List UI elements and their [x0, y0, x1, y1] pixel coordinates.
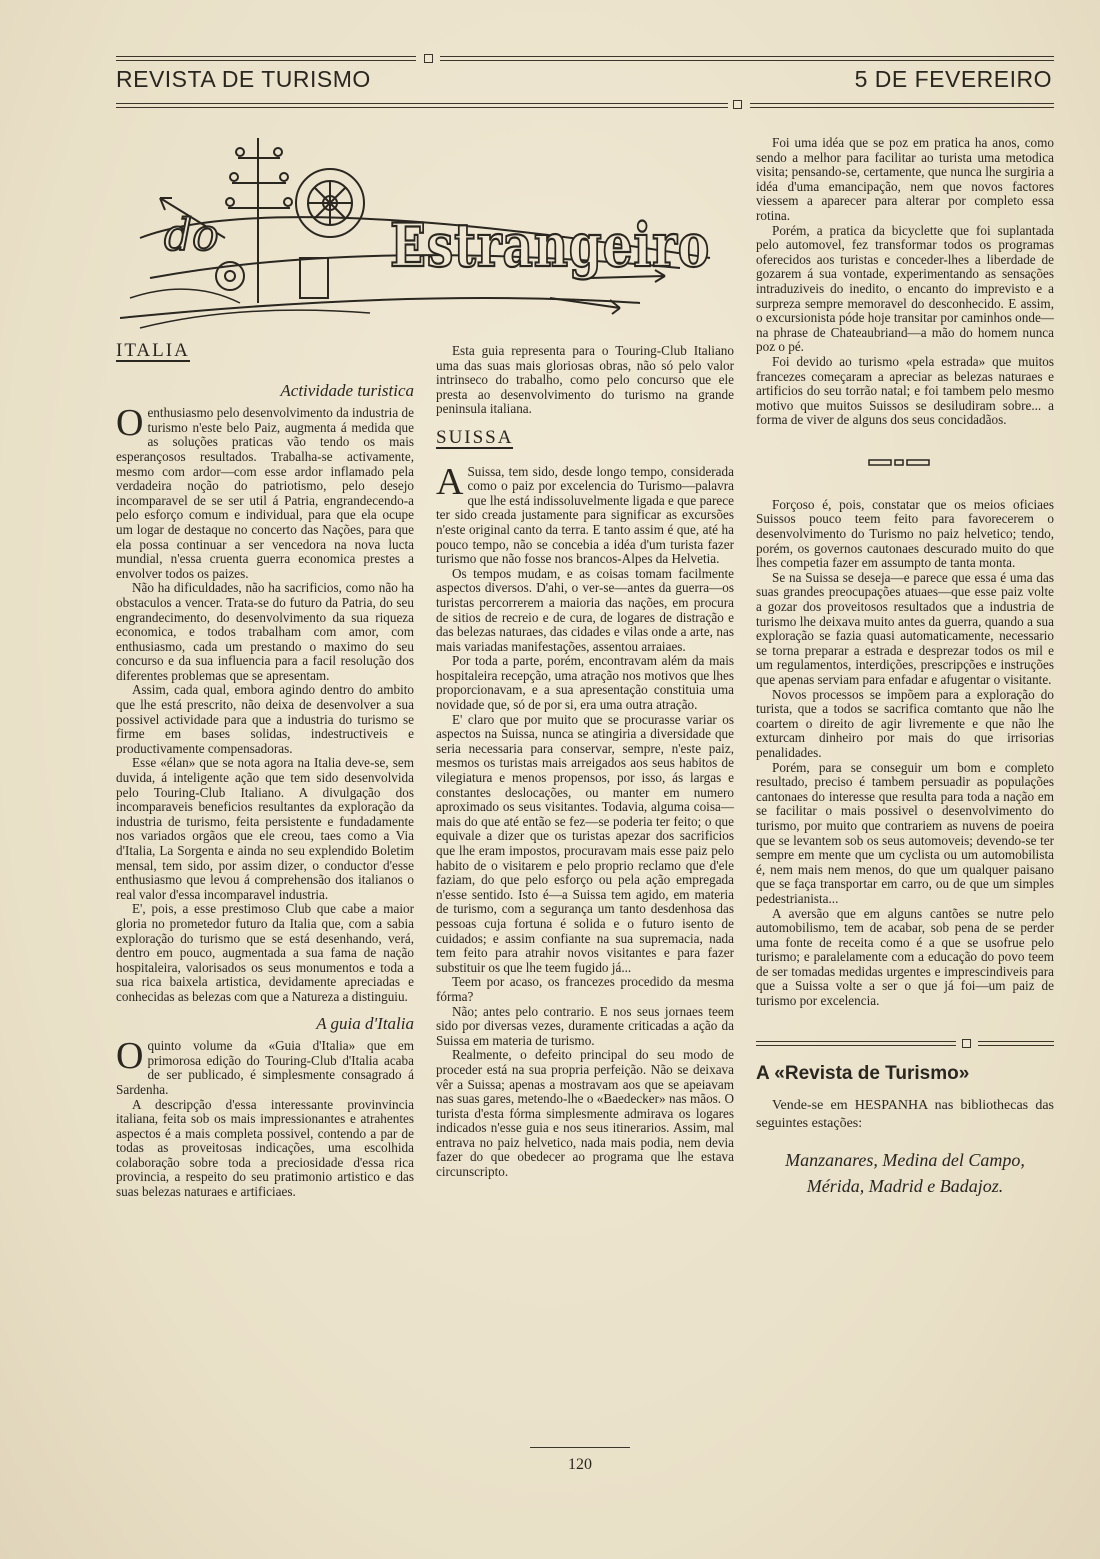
paragraph: E', pois, a esse prestimoso Club que cabe a maior gloria no prometedor futuro da Italia que, com a sabia exploração do turismo que se está desenhando, verá, dentro em pouco, augmentada a sua fama de nação hospitaleira, valorisados os seus monumentos e toda a sua rica baixela artistica, devidamente apreciadas e conhecidas as belezas com que a Natureza a distinguiu.	[116, 901, 414, 1004]
paragraph: Foi uma idéa que se poz em pratica ha anos, como sendo a melhor para facilitar ao turista uma metodica visita; pensando-se, certamente, que nunca lhe surgiria a idéa d'uma emancipação, nem que novos factores viessem a aparecer para alterar por completo essa rotina.	[756, 135, 1054, 223]
paragraph: A Suissa, tem sido, desde longo tempo, considerada como o paiz por excelencia do Turismo—palavra que lhe está indissoluvelmente ligada e que parece ter sido creada justamente para significar as excursões n'este original canto da terra. E tanto assim é que, até ha pouco tempo, não se concebia a idéa d'um turista fazer turismo que não fosse nos brancos-Alpes da Helvetia.	[436, 460, 734, 567]
drop-cap: O	[116, 1035, 144, 1078]
section-title-italia: ITALIA	[116, 340, 190, 361]
paragraph: A aversão que em alguns cantões se nutre pelo automobilismo, tem de acabar, sob pena de se perder uma fonte de receita como é a que se usofrue pelo turismo; e paralelamente com a educação do povo teem de ser tomadas medidas urgentes e imprescindiveis para que a Suissa volte a ser o que já foi—um paiz de turismo por excelencia.	[756, 905, 1054, 1009]
subtitle-actividade: Actividade turistica	[280, 380, 414, 400]
header-rule-top-right	[440, 56, 1054, 61]
paragraph: Esse «élan» que se nota agora na Italia deve-se, sem duvida, á inteligente ação que tem sido desenvolvida pelo Touring-Club Italiano. A divulgação dos incomparaveis beneficios resultantes da exploração da industria de turismo, feita persistente e fundadamente nos variados orgãos que ele creou, taes como a Via d'Italia, La Sorgenta e ainda no seu explendido Boletim mensal, tem sido, por assim dizer, o conductor d'esse enthusiasmo que levou á comprehensão dos italianos o real valor d'essa incomparavel industria.	[116, 755, 414, 902]
paragraph: Os tempos mudam, e as coisas tomam facilmente aspectos diversos. D'ahi, o ver-se—antes da guerra—os turistas percorrerem a maioria das nações, em procura de sitios de recreio e de cura, de logares de distração e das belezas naturaes, das cidades e vilas onde a arte, nas mais variadas manifestações, assentou arraiaes.	[436, 565, 734, 654]
section-title-suissa: SUISSA	[436, 426, 514, 448]
paragraph: Foi devido ao turismo «pela estrada» que muitos francezes começaram a apreciar as belezas naturaes e artificios do seu torrão natal; e foi tambem pelo mesmo motivo que muitos Suissos se desiludiram sobre... a forma de viver de alguns dos seus concidadãos.	[756, 353, 1054, 428]
banner-word-small: do	[164, 210, 219, 261]
page-number: 120	[530, 1447, 630, 1474]
header-rule-bottom-left	[116, 103, 728, 108]
paragraph: E' claro que por muito que se procurasse variar os aspectos na Suissa, nunca se atingiria a diversidade que seria necessaria para conservar, sempre, n'este paiz, mesmos os turistas mais arreigados aos seus habitos de vilegiatura e menos propensos, por isso, ás largas e constantes deslocações, ou manter em numero aproximado os seus visitantes. Todavia, alguma coisa—mais do que até então se fez—se poderia ter feito; o que equivale a dizer que os turistas apezar dos sacrificios que lhe eram impostos, procuravam mais esse paiz pelo habito de o visitarem e pelo proprio reclamo que d'ele faziam, do que pelo esforço ou pela ação empregada n'esse sentido. Isto é—a Suissa tem agido, em materia de turismo, com a segurança um tanto desdenhosa das pessoas cuja fortuna é solida e o futuro isento de cuidados; e assim confiante na sua supremacia, nada tem feito para atrahir novos visitantes e para fazer substituir os que lhe teem fugido já...	[436, 711, 734, 975]
column-3	[756, 136, 1054, 1199]
paragraph: Realmente, o defeito principal do seu modo de proceder está na sua propria perfeição. Não se deixava vêr a Suissa; apenas a mostravam aos que se apeiavam nas suas gares, metendo-lhe o «Baedecker» nas mãos. O turista d'esta fórma simplesmente admirava os logares indicados n'esse guia e nos seus itinerarios. Assim, mal entrava no paiz helvetico, nada mais podia, nem devia fazer do que obedecer ao programa que lhe estava circunscripto.	[436, 1047, 734, 1180]
paragraph: Não ha dificuldades, não ha sacrificios, como não ha obstaculos a vencer. Trata-se do futuro da Patria, do seu engrandecimento, do desenvolvimento da sua riqueza economica, e todos trabalham com amor, com enthusiasmo, cada um prestando o maximo do seu concurso e da sua influencia para a facil resolução dos diferentes problemas que se apresentam.	[116, 580, 414, 683]
paragraph: A descripção d'essa interessante provinvincia italiana, feita sob os mais impressionantes e atrahentes aspectos é a mais completa possivel, contendo a par de todas as proveitosas indicações, uma escolhida colaboração sobre toda a preciosidade d'essa rica provincia, a respeito do seu pratimonio artistico e das suas belezas naturaes e artificiaes.	[116, 1096, 414, 1200]
header-rule-top-left	[116, 56, 416, 61]
paragraph: Assim, cada qual, embora agindo dentro do ambito que lhe está prescrito, não deixa de desenvolver a sua possivel actividade para que a industria do turismo se firme em bases solidas, indestructiveis e productivamente compensadoras.	[116, 682, 414, 756]
header-rule-bottom-right	[750, 103, 1054, 108]
ad-cities: Manzanares, Medina del Campo, Mérida, Madrid e Badajoz.	[785, 1150, 1025, 1197]
drop-cap: O	[116, 402, 144, 445]
ad-separator-ornament	[962, 1039, 971, 1048]
header-ornament-bottom	[733, 100, 742, 109]
paragraph: Por toda a parte, porém, encontravam além da mais hospitaleira recepção, uma atração nos motivos que lhes proporcionavam, e a sua apresentação constituia uma novidade que, só de por si, era uma outra atração.	[436, 653, 734, 713]
banner-word-big: Estrangeiro	[390, 211, 710, 281]
header-title: REVISTA DE TURISMO	[116, 66, 371, 92]
paragraph: Não; antes pelo contrario. E nos seus jornaes teem sido por diversas vezes, duramente criticadas a ação da Suissa em materia de turismo.	[436, 1003, 734, 1048]
paragraph: Esta guia representa para o Touring-Club Italiano uma das suas mais gloriosas obras, não só pelo valor intrinseco do trabalho, como pelo concurso que ele presta ao desenvolvimento do turismo na grande peninsula italiana.	[436, 343, 734, 417]
paragraph: Oenthusiasmo pelo desenvolvimento da industria de turismo n'este belo Paiz, augmenta á medida que as soluções praticas vão tendo os mais esperançosos resultados. Trabalha-se activamente, mesmo com ardor—com esse ardor inflamado pela verdadeira noção do patriotismo, pelo desejo incomparavel de se ser util á Patria, engrandecendo-a pelo esforço comum e individual, para que ela ocupe um logar de destaque no concerto das Nações, para que ela possa continuar a ser vencedora na nova lucta mundial, n'essa cruenta guerra economica prestes a envolver todos os paizes.	[116, 402, 414, 581]
paragraph: Teem por acaso, os francezes procedido da mesma fórma?	[436, 974, 734, 1004]
paragraph: Porém, a pratica da bicyclette que foi suplantada pelo automovel, fez transformar todos os programas oferecidos aos turistas e conceder-lhes a liberdade de gozarem á sua vontade, experimentando as sensações intraduziveis do inedito, o encanto do imprevisto e a surpreza sempre memoravel do desconhecido. E assim, o excursionista póde hoje transitar por caminhos onde—na phrase de Chateaubriand—a mão do homem nunca poz o pé.	[756, 222, 1054, 355]
column-1	[116, 340, 414, 1200]
ad-title: A «Revista de Turismo»	[756, 1062, 970, 1084]
column-2	[436, 344, 734, 1180]
header-ornament-top	[424, 54, 433, 63]
subtitle-guia-italia: A guia d'Italia	[316, 1013, 414, 1033]
paragraph: Porém, para se conseguir um bom e completo resultado, preciso é tambem persuadir as populações cantonaes do interesse que resulta para toda a nação em se facilitar o mais possivel o desenvolvimento do turismo, por muito que contrariem as nuvens de poeira que se levantem sob os seus automoveis; devendo-se ter sempre em mente que um cyclista ou um automobilista é, nem mais nem menos, do que um qualquer paisano que se faça transportar em carro, ou de que um simples pedestrianista...	[756, 759, 1054, 906]
paragraph: Forçoso é, pois, constatar que os meios oficiaes Suissos pouco teem feito para favorecerem o desenvolvimento do Turismo no paiz helvetico; tendo, porém, os governos cautonaes descurado muito do que lhes competia fazer em assumpto de tanta monta.	[756, 496, 1054, 571]
divider-ornament-icon	[868, 458, 932, 468]
ad-separator	[756, 1031, 1054, 1061]
paragraph: Oquinto volume da «Guia d'Italia» que em primorosa edição do Touring-Club d'Italia acaba de ser publicado, é simplesmente consagrado á Sardenha.	[116, 1035, 414, 1097]
drop-cap: A	[436, 460, 464, 503]
column-3-ornament-gap	[756, 428, 1054, 498]
do-estrangeiro-banner	[120, 128, 720, 343]
ad-text: Vende-se em HESPANHA nas bibliothecas das seguintes estações:	[756, 1098, 1054, 1132]
header-date: 5 DE FEVEREIRO	[854, 66, 1052, 92]
paragraph: Novos processos se impõem para a exploração do turista, que a todos se sacrifica comtanto que não lhe coartem o direito de agir livremente e que não lhe exturcam dinheiro por mais do que irrisorias penalidades.	[756, 686, 1054, 760]
paragraph: Se na Suissa se deseja—e parece que essa é uma das suas grandes preocupações atuaes—que esse paiz volte a gozar dos proveitosos resultados que a industria de turismo lhe deixava muito antes da guerra, quando a sua exploração se fazia quasi automaticamente, necessario se torna preparar a estrada e desprezar todos os mil e um regulamentos, interdições, prescripções e instruções que apenas serviam para enfadar e afugentar o visitante.	[756, 569, 1054, 687]
